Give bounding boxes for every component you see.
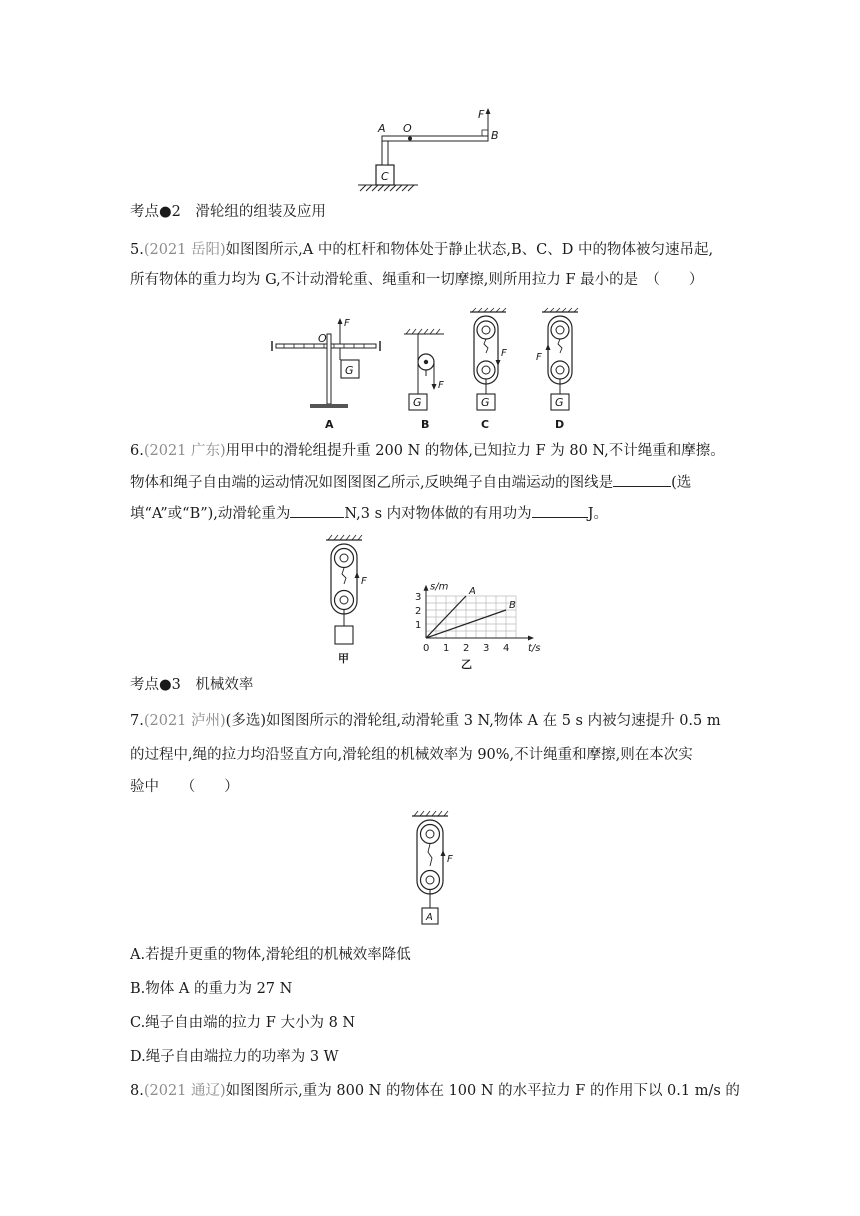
chart-y-axis-label: s/m — [430, 581, 449, 593]
chart-y-axis-arrow — [424, 585, 429, 591]
block-c-label: C — [381, 170, 389, 183]
chart-x-tick-label: 3 — [483, 643, 490, 654]
q5-a-f: F — [344, 318, 350, 329]
q6-blank-1[interactable] — [613, 472, 671, 487]
q6-chart — [412, 544, 541, 674]
lever-figure — [350, 100, 510, 192]
chart-series-label-b: B — [509, 600, 516, 611]
q7-text1: (多选)如图图所示的滑轮组,动滑轮重 3 N,物体 A 在 5 s 内被匀速提升 0.5 m — [225, 713, 721, 729]
q8-text1: 如图图所示,重为 800 N 的物体在 100 N 的水平拉力 F 的作用下以 0.1 m/s 的 — [225, 1083, 740, 1099]
q5-figure-b — [404, 329, 444, 431]
q5-figure-c — [470, 308, 507, 431]
q6-line3 — [130, 503, 608, 524]
q6-text2b: (选 — [671, 475, 692, 491]
q5-b-g: G — [413, 396, 422, 409]
q6-jia-f: F — [361, 576, 367, 587]
q6-text3a: 填“A”或“B”),动滑轮重为 — [130, 506, 291, 522]
chart-x-tick-label: 4 — [503, 643, 510, 654]
q6-jia-label: 甲 — [338, 652, 349, 665]
q6-text1: 用甲中的滑轮组提升重 200 N 的物体,已知拉力 F 为 80 N,不计绳重和摩擦。 — [225, 443, 725, 459]
q5-c-letter: C — [481, 418, 490, 431]
q5-c-f: F — [501, 348, 507, 359]
q5-a-o: O — [318, 332, 327, 345]
q7-fig-f: F — [447, 854, 453, 865]
q7-option-d: D.绳子自由端拉力的功率为 3 W — [130, 1049, 339, 1065]
lever-label-o: O — [403, 122, 412, 135]
q7-line3: 验中 （ ） — [130, 779, 239, 795]
q6-text2a: 物体和绳子自由端的运动情况如图图图乙所示,反映绳子自由端运动的图线是 — [130, 475, 614, 491]
q7-source: (2021 泸州) — [143, 713, 226, 729]
q6-line2 — [130, 472, 691, 493]
q6-text3b: N,3 s 内对物体做的有用功为 — [344, 506, 532, 522]
q6-line1 — [130, 441, 725, 461]
q5-line1 — [130, 240, 713, 260]
chart-y-tick-label: 3 — [415, 592, 422, 603]
q7-line2: 的过程中,绳的拉力均沿竖直方向,滑轮组的机械效率为 90%,不计绳重和摩擦,则在本次实 — [130, 747, 693, 763]
lever-label-f: F — [478, 108, 485, 121]
q8-line1 — [130, 1081, 740, 1101]
q7-line1 — [130, 711, 721, 731]
q8-number: 8. — [130, 1083, 144, 1099]
chart-x-axis-arrow — [528, 636, 534, 641]
q5-text1: 如图图所示,A 中的杠杆和物体处于静止状态,B、C、D 中的物体被匀速吊起, — [225, 242, 714, 258]
chart-x-tick-label: 2 — [463, 643, 470, 654]
q6-source: (2021 广东) — [143, 443, 226, 459]
chart-series-label-a: A — [469, 586, 476, 597]
q5-number: 5. — [130, 242, 144, 258]
q7-option-c: C.绳子自由端的拉力 F 大小为 8 N — [130, 1015, 356, 1031]
q6-number: 6. — [130, 443, 144, 459]
q6-blank-3[interactable] — [532, 503, 588, 518]
chart-x-tick-label: 0 — [423, 643, 430, 654]
q7-option-b: B.物体 A 的重力为 27 N — [130, 981, 293, 997]
q5-b-f: F — [438, 380, 444, 391]
q5-a-g: G — [345, 364, 354, 377]
q6-blank-2[interactable] — [290, 503, 344, 518]
chart-x-axis-label: t/s — [528, 643, 541, 654]
chart-x-tick-label: 1 — [443, 643, 450, 654]
q7-fig-a: A — [426, 912, 433, 923]
q7-figure — [404, 810, 468, 930]
chart-y-tick-label: 2 — [415, 606, 422, 617]
q5-d-f: F — [536, 352, 542, 363]
lever-label-b: B — [491, 129, 499, 142]
q5-d-letter: D — [555, 418, 565, 431]
lever-label-a: A — [378, 122, 386, 135]
q5-a-letter: A — [325, 418, 334, 431]
q5-b-letter: B — [421, 418, 430, 431]
q6-figure-jia — [318, 534, 382, 670]
q8-source: (2021 通辽) — [143, 1083, 226, 1099]
q5-line2: 所有物体的重力均为 G,不计动滑轮重、绳重和一切摩擦,则所用拉力 F 最小的是 （ ） — [130, 272, 704, 288]
section-heading-3: 考点●3 机械效率 — [130, 677, 254, 693]
q5-figure-a — [272, 318, 380, 431]
q6-text3c: J。 — [587, 506, 609, 522]
q5-c-g: G — [481, 396, 490, 409]
chart-caption: 乙 — [461, 658, 472, 671]
chart-y-tick-label: 1 — [415, 620, 422, 631]
q5-figures — [270, 308, 590, 434]
q5-figure-d — [536, 308, 578, 431]
q7-number: 7. — [130, 713, 144, 729]
q5-d-g: G — [555, 396, 564, 409]
q7-option-a: A.若提升更重的物体,滑轮组的机械效率降低 — [130, 947, 411, 963]
section-heading-2: 考点●2 滑轮组的组装及应用 — [130, 204, 326, 220]
q5-source: (2021 岳阳) — [143, 242, 226, 258]
